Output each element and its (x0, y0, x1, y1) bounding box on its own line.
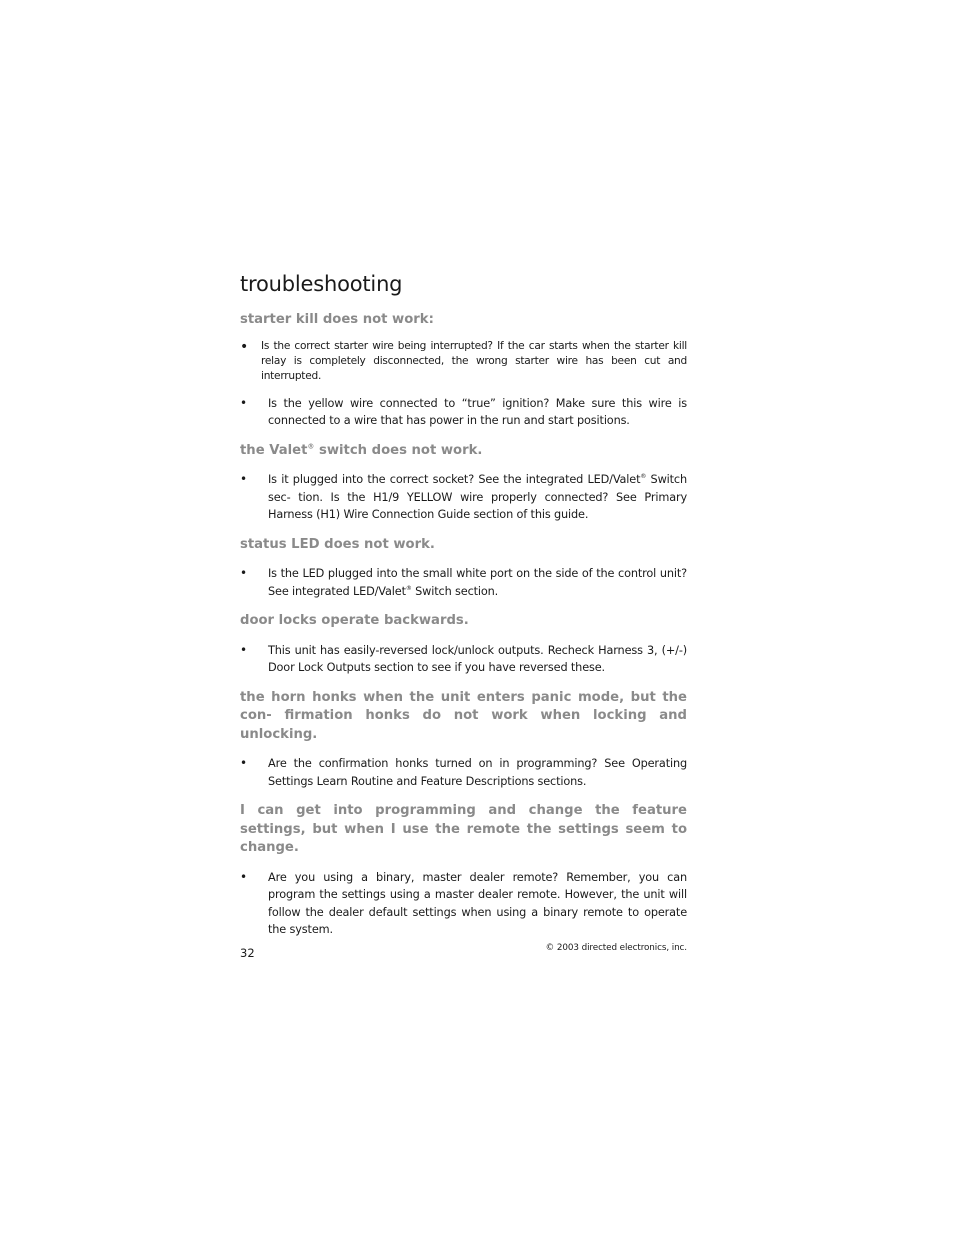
section-horn-honks (240, 689, 687, 791)
bullet-icon: • (240, 756, 248, 770)
section-heading: status LED does not work. (240, 536, 435, 552)
bullet-text: Are you using a binary, master dealer remote? Remember, you can program the settings using a master dealer remote. However, the unit will follow the dealer default settings when using a binary remote to operate the system. (268, 870, 687, 936)
bullet-text: This unit has easily-reversed lock/unlock outputs. Recheck Harness 3, (+/-) Door Lock Outputs section to see if you have reversed these. (268, 643, 687, 674)
bullet-icon: • (240, 338, 249, 355)
list-item (240, 565, 687, 600)
list-item (240, 395, 687, 430)
page-content (240, 268, 687, 939)
bullet-text (268, 565, 687, 600)
bullet-icon: • (240, 472, 248, 486)
registered-mark: ® (307, 442, 315, 451)
text-part: Is it plugged into the correct socket? See the integrated LED/Valet (268, 473, 641, 486)
text-part: Switch section. (411, 584, 499, 598)
section-door-locks (240, 612, 687, 677)
list-item (240, 339, 687, 384)
bullet-icon: • (240, 642, 248, 657)
bullet-text: Are the confirmation honks turned on in programming? See Operating Settings Learn Routine and Feature Descriptions sections. (268, 757, 687, 788)
registered-mark: ® (640, 473, 647, 481)
section-heading (240, 442, 687, 461)
list-item (240, 642, 687, 677)
registered-mark: ® (405, 584, 412, 592)
section-heading: door locks operate backwards. (240, 613, 469, 628)
bullet-text: Is the yellow wire connected to “true” ignition? Make sure this wire is connected to a wire that has power in the run and start positions. (268, 396, 687, 427)
text-part: Is the LED plugged into the small white port on the side of the control unit? See integrated LED/Valet (268, 567, 687, 598)
section-starter-kill (240, 311, 687, 430)
section-status-led (240, 536, 687, 601)
heading-part: the Valet (240, 442, 308, 458)
list-item (240, 755, 687, 790)
section-heading: the horn honks when the unit enters panic mode, but the con- firmation honks do not work when locking and unlocking. (240, 689, 687, 742)
heading-part: switch does not work. (314, 442, 483, 458)
bullet-text (268, 471, 687, 524)
section-valet-switch (240, 442, 687, 524)
bullet-icon: • (240, 869, 248, 884)
section-programming (240, 802, 687, 939)
list-item (240, 869, 687, 939)
bullet-icon: • (240, 395, 248, 410)
page-number: 32 (240, 946, 255, 960)
list-item (240, 471, 687, 524)
copyright-notice: © 2003 directed electronics, inc. (545, 943, 687, 953)
section-heading: starter kill does not work: (240, 312, 434, 327)
section-heading: I can get into programming and change the feature settings, but when I use the remote the settings seem to change. (240, 803, 687, 855)
page-title: troubleshooting (240, 272, 403, 296)
bullet-icon: • (240, 566, 248, 580)
bullet-text: Is the correct starter wire being interrupted? If the car starts when the starter kill relay is completely disconnected, the wrong starter wire has been cut and interrupted. (261, 339, 687, 382)
text-part: Switch sec- tion. Is the H1/9 YELLOW wire properly connected? See Primary Harness (H1) Wire Connection Guide section of this guide. (268, 473, 687, 521)
